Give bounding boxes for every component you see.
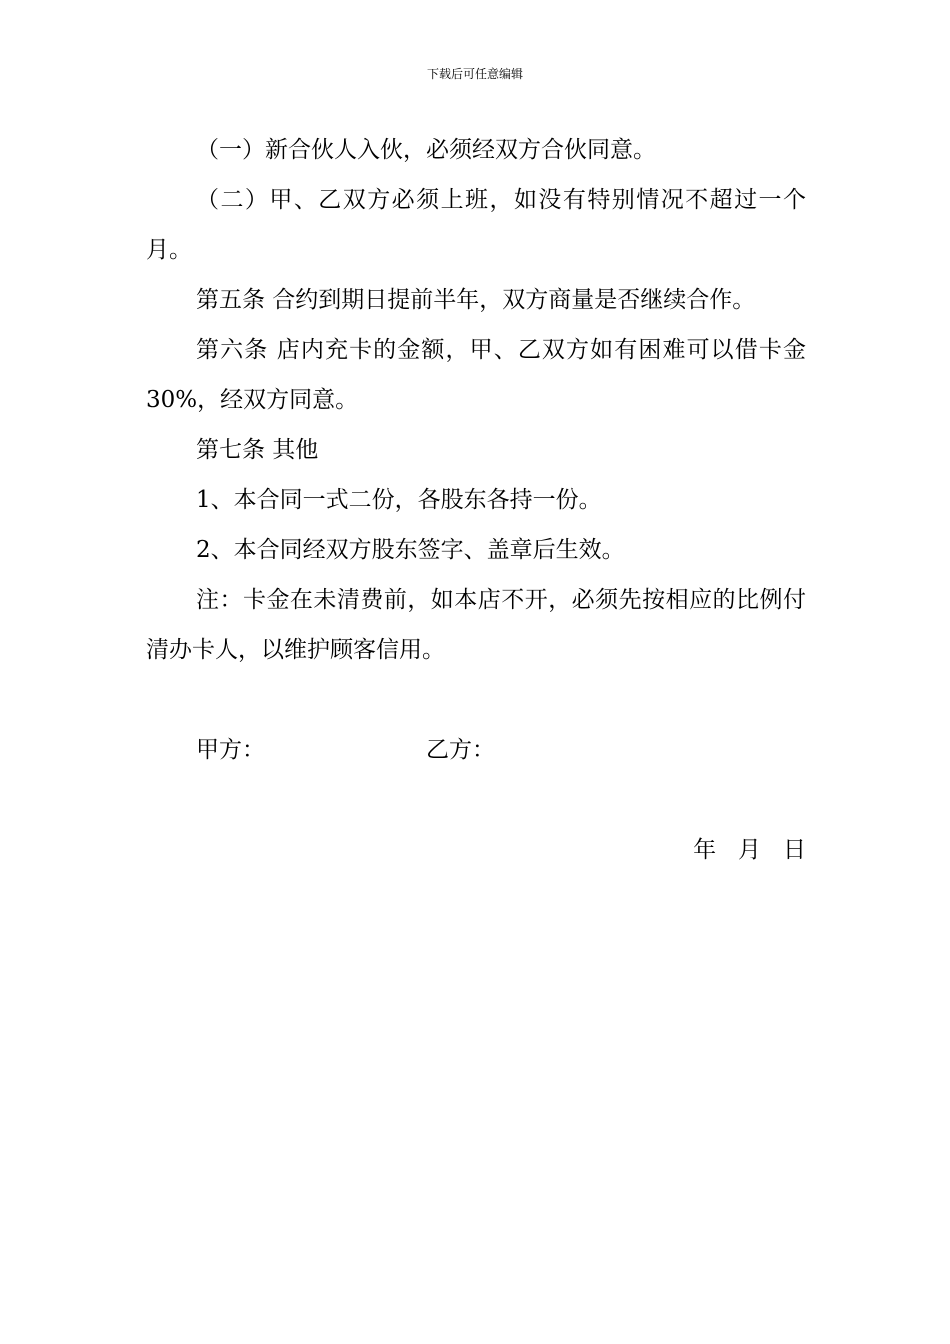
spacer [146,675,806,725]
clause-new-partner: （一）新合伙人入伙，必须经双方合伙同意。 [196,137,656,163]
header-note: 下载后可任意编辑 [426,67,523,81]
document-body [146,125,806,875]
party-b-signature-label: 乙方： [426,737,495,763]
signature-row [146,725,806,775]
article-7-heading: 第七条 其他 [196,437,319,463]
article-7-item-2: 2、本合同经双方股东签字、盖章后生效。 [196,537,625,563]
article-5: 第五条 合约到期日提前半年，双方商量是否继续合作。 [196,287,756,313]
article-7-item-1: 1、本合同一式二份，各股东各持一份。 [196,487,602,513]
article-6: 第六条 店内充卡的金额，甲、乙双方如有困难可以借卡金30%，经双方同意。 [146,337,806,413]
date-line: 年 月 日 [693,837,806,863]
party-a-signature-label: 甲方： [196,737,265,763]
note-paragraph: 注：卡金在未清费前，如本店不开，必须先按相应的比例付清办卡人，以维护顾客信用。 [146,587,806,663]
clause-attendance: （二）甲、乙双方必须上班，如没有特别情况不超过一个月。 [146,187,806,263]
spacer [146,775,806,825]
